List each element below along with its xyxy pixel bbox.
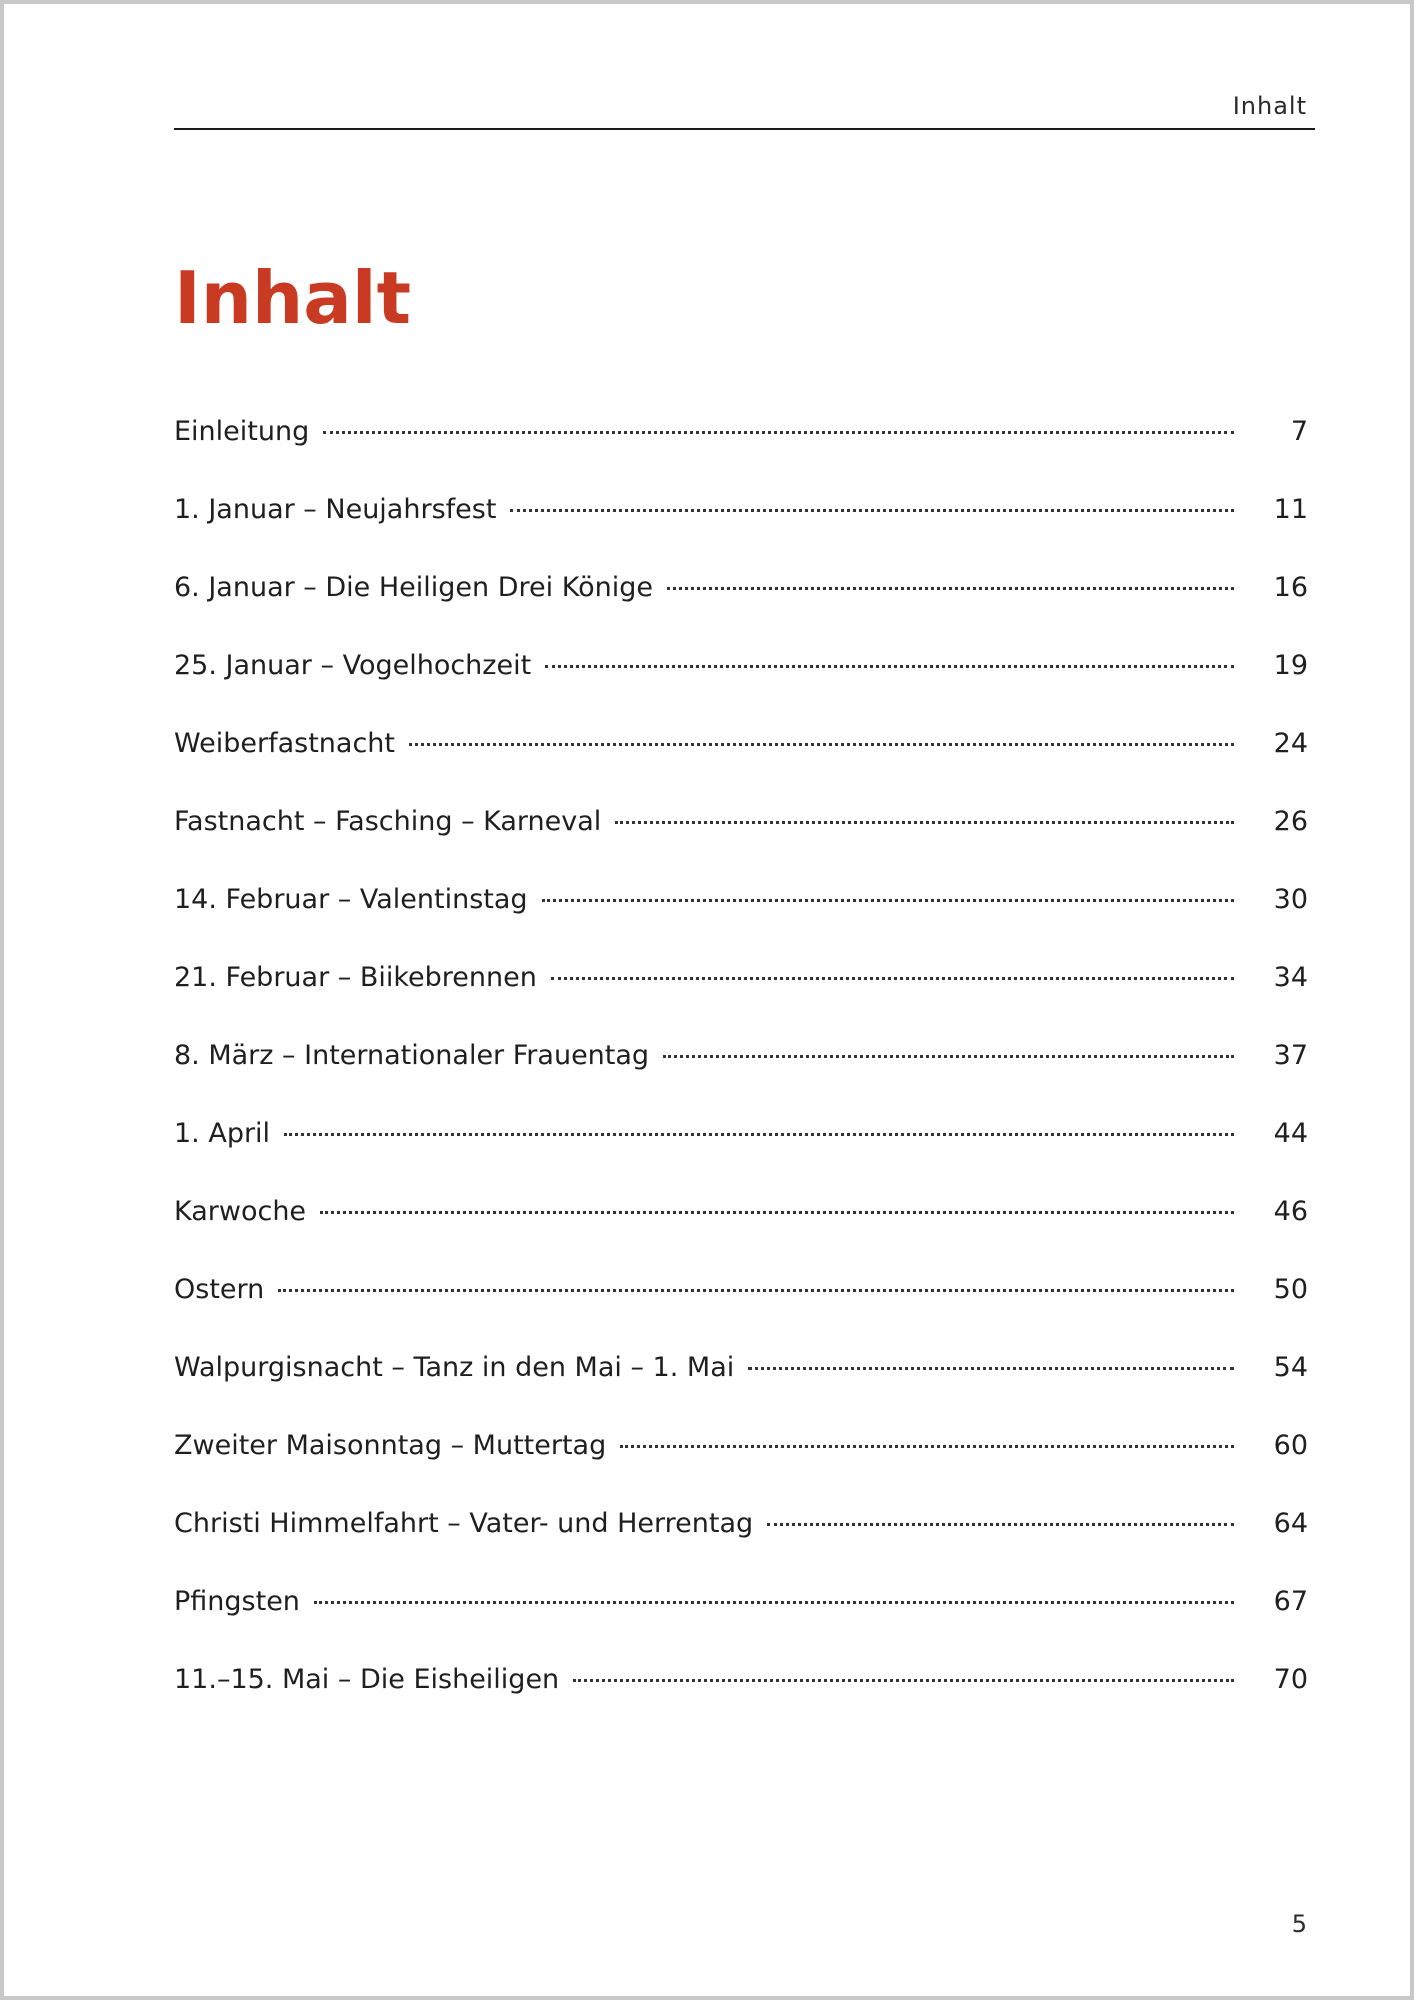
toc-page-number: 7	[1290, 416, 1308, 447]
toc-entry-label: 11.–15. Mai – Die Eisheiligen	[174, 1664, 560, 1695]
page-number: 5	[1291, 1910, 1307, 1938]
toc-entry[interactable]	[174, 792, 1308, 870]
toc-page-number: 44	[1273, 1118, 1308, 1149]
toc-page-number: 67	[1273, 1586, 1308, 1617]
toc-entry-label: 25. Januar – Vogelhochzeit	[174, 650, 532, 681]
dot-leader	[767, 1523, 1234, 1526]
toc-entry[interactable]	[174, 948, 1308, 1026]
page-title: Inhalt	[174, 256, 411, 340]
dot-leader	[551, 977, 1234, 980]
toc-entry-label: Karwoche	[174, 1196, 307, 1227]
toc-page-number: 30	[1273, 884, 1308, 915]
dot-leader	[620, 1445, 1234, 1448]
toc-page-number: 64	[1273, 1508, 1308, 1539]
toc-entry-label: Zweiter Maisonntag – Muttertag	[174, 1430, 607, 1461]
dot-leader	[314, 1601, 1234, 1604]
toc-entry-label: Walpurgisnacht – Tanz in den Mai – 1. Mai	[174, 1352, 735, 1383]
toc-entry-label: Christi Himmelfahrt – Vater- und Herrentag	[174, 1508, 754, 1539]
header-rule	[174, 128, 1315, 130]
toc-entry[interactable]	[174, 1182, 1308, 1260]
toc-page-number: 24	[1273, 728, 1308, 759]
dot-leader	[409, 743, 1234, 746]
toc-entry-label: 8. März – Internationaler Frauentag	[174, 1040, 650, 1071]
toc-entry[interactable]	[174, 870, 1308, 948]
toc-page-number: 37	[1273, 1040, 1308, 1071]
dot-leader	[573, 1679, 1234, 1682]
toc-entry[interactable]	[174, 1650, 1308, 1728]
table-of-contents	[174, 402, 1308, 1728]
toc-entry-label: 1. April	[174, 1118, 271, 1149]
toc-page-number: 46	[1273, 1196, 1308, 1227]
toc-entry-label: Pfingsten	[174, 1586, 300, 1617]
toc-entry-label: Ostern	[174, 1274, 265, 1305]
toc-entry-label: 1. Januar – Neujahrsfest	[174, 494, 497, 525]
dot-leader	[284, 1133, 1234, 1136]
dot-leader	[323, 431, 1234, 434]
toc-page-number: 26	[1273, 806, 1308, 837]
dot-leader	[663, 1055, 1234, 1058]
toc-entry[interactable]	[174, 1572, 1308, 1650]
toc-entry-label: Einleitung	[174, 416, 310, 447]
toc-entry-label: 14. Februar – Valentinstag	[174, 884, 528, 915]
toc-entry[interactable]	[174, 480, 1308, 558]
toc-entry-label: 6. Januar – Die Heiligen Drei Könige	[174, 572, 653, 603]
toc-page-number: 16	[1273, 572, 1308, 603]
dot-leader	[510, 509, 1234, 512]
toc-entry[interactable]	[174, 1260, 1308, 1338]
toc-entry-label: Fastnacht – Fasching – Karneval	[174, 806, 602, 837]
toc-entry[interactable]	[174, 714, 1308, 792]
toc-page-number: 11	[1273, 494, 1308, 525]
toc-page-number: 34	[1273, 962, 1308, 993]
toc-page-number: 50	[1273, 1274, 1308, 1305]
toc-entry[interactable]	[174, 1026, 1308, 1104]
dot-leader	[278, 1289, 1234, 1292]
dot-leader	[748, 1367, 1234, 1370]
dot-leader	[615, 821, 1234, 824]
toc-entry-label: Weiberfastnacht	[174, 728, 395, 759]
dot-leader	[545, 665, 1234, 668]
toc-entry[interactable]	[174, 1104, 1308, 1182]
toc-entry[interactable]	[174, 636, 1308, 714]
toc-page-number: 60	[1273, 1430, 1308, 1461]
toc-page-number: 70	[1273, 1664, 1308, 1695]
toc-entry[interactable]	[174, 558, 1308, 636]
dot-leader	[320, 1211, 1234, 1214]
toc-page-number: 54	[1273, 1352, 1308, 1383]
toc-entry[interactable]	[174, 1494, 1308, 1572]
toc-page-number: 19	[1273, 650, 1308, 681]
toc-entry[interactable]	[174, 402, 1308, 480]
toc-entry[interactable]	[174, 1338, 1308, 1416]
running-head: Inhalt	[1232, 92, 1307, 120]
dot-leader	[542, 899, 1234, 902]
dot-leader	[667, 587, 1234, 590]
toc-entry[interactable]	[174, 1416, 1308, 1494]
toc-entry-label: 21. Februar – Biikebrennen	[174, 962, 537, 993]
